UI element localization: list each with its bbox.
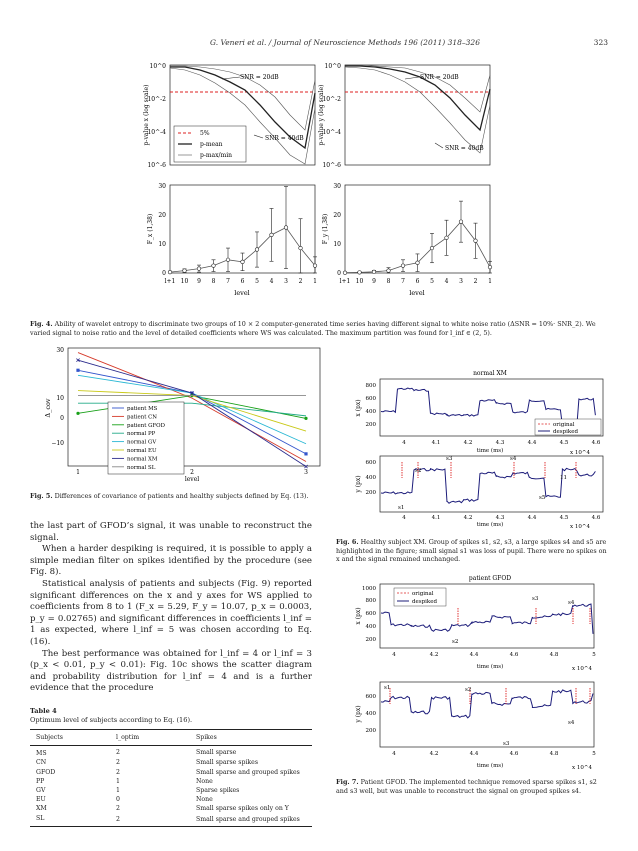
fig5-legend [108, 402, 184, 474]
ytick: 10^0 [149, 63, 166, 70]
y-axis-label: p-value x (log scale) [143, 84, 150, 146]
xtick: 1 [76, 469, 80, 476]
xtick: 6 [415, 278, 420, 285]
ytick: 20 [333, 212, 341, 219]
fig6-title: normal XM [473, 370, 507, 377]
fig5-caption-text: Differences of covariance of patients and healthy subjects defined by Eq. (13). [54, 492, 309, 500]
paragraph: The best performance was obtained for l_inf = 4 or l_inf = 3 (p_x < 0.01, p_y < 0.01): Fig. 10c shows the scatter diagram and probability distribution for l_inf = 4 and is a further evidence that the procedure [30, 648, 312, 694]
data-point [284, 226, 288, 230]
paragraph: When a harder despiking is required, it is possible to apply a simple median filter on spikes identified by the procedure (see Fig. 8). [30, 544, 312, 578]
x-scale: x 10^4 [570, 524, 590, 530]
table4-header: Subjects [36, 734, 63, 742]
spike-label-s2: s2 [465, 687, 472, 693]
data-point [343, 271, 347, 275]
x-axis-label: time (ms) [476, 664, 504, 670]
ytick: 800 [365, 598, 376, 604]
xtick: 4.6 [591, 440, 601, 446]
annotation-snr20: SNR = 20dB [420, 74, 459, 81]
ytick: 30 [158, 183, 166, 190]
xtick: 4.6 [591, 515, 601, 521]
page-number: 323 [593, 38, 608, 47]
xtick: 4.6 [509, 751, 519, 757]
legend-original: original [553, 422, 575, 428]
xtick: 3 [284, 278, 288, 285]
spike-label-s2: s2 [452, 639, 459, 645]
table-row: PP 1 None [36, 777, 213, 785]
spike-label-s3: s3 [532, 596, 539, 602]
ytick: 600 [365, 396, 376, 402]
xtick: 4.2 [429, 652, 439, 658]
ytick: −10 [51, 440, 64, 447]
y-axis-label: x (px) [355, 399, 362, 417]
body-text [30, 521, 312, 695]
data-point [445, 236, 449, 240]
ytick: 200 [365, 422, 376, 428]
spike-label-s3: s3 [446, 456, 453, 462]
fig7-caption-text: Patient GFOD. The implemented technique removed sparse spikes s1, s2 and s3 well, but was unable to reconstruct the signal on grouped spikes s4. [336, 778, 597, 795]
table-row: SL 2 Small sparse and grouped spikes [30, 814, 312, 827]
xtick: 4 [392, 652, 396, 658]
data-point [76, 369, 79, 372]
xtick: 5 [430, 278, 434, 285]
data-point [416, 261, 420, 265]
xtick: 2 [190, 469, 194, 476]
data-point [299, 246, 303, 250]
spike-label-s4: s4 [568, 600, 575, 606]
data-point [270, 233, 274, 237]
legend-entry: patient MS [127, 406, 158, 412]
y-axis-label: y (px) [355, 475, 362, 493]
ytick: 600 [365, 460, 376, 466]
spike-label-11: 11 [560, 475, 567, 481]
x-axis-label: level [409, 289, 425, 297]
legend-entry: normal SL [127, 464, 156, 471]
spike-label-s2: s2 [415, 468, 422, 474]
y-axis-label: F_x (1,38) [147, 213, 154, 245]
xtick: 4.4 [469, 751, 479, 757]
fig6-caption [336, 538, 608, 564]
xtick: 4 [269, 278, 274, 285]
fig7-caption [336, 778, 608, 795]
ytick: 30 [333, 183, 341, 190]
ytick: 400 [365, 624, 376, 630]
ytick: 10^-6 [147, 162, 166, 169]
spike-label-s5: s5 [539, 495, 546, 501]
ytick: 10 [158, 241, 166, 248]
table-row: CN 2 Small sparse spikes [36, 759, 259, 767]
xtick: 9 [197, 278, 201, 285]
ytick: 200 [365, 728, 376, 734]
x-axis-label: time (ms) [476, 763, 504, 769]
fig7-caption-label: Fig. 7. [336, 778, 359, 786]
xtick: 4.4 [469, 652, 479, 658]
xtick: 6 [240, 278, 245, 285]
fig5-caption-label: Fig. 5. [30, 492, 53, 500]
xtick: 4 [402, 515, 406, 521]
data-point [168, 270, 172, 274]
fig4-left-top-axes [143, 63, 315, 169]
legend-p-maxmin: p-max/min [200, 152, 233, 159]
fig5-caption [30, 492, 320, 501]
p-min-line [345, 67, 490, 153]
table4-header: l_optim [116, 734, 140, 742]
legend-entry: normal EU [127, 448, 157, 454]
fig7-x-trace [381, 604, 593, 634]
ytick: 1000 [362, 586, 376, 592]
xtick: 2 [473, 278, 478, 285]
table4-title: Optimum level of subjects according to Eq. (16). [30, 716, 193, 724]
xtick: 4.6 [509, 652, 519, 658]
data-point [372, 270, 376, 274]
ytick: 10^-4 [322, 129, 341, 136]
legend-despiked: despiked [412, 599, 437, 605]
fig6-caption-text: Healthy subject XM. Group of spikes s1, s2, s3, a large spikes s4 and s5 are highlighted in the figure; small signal s1 was loss of pupil. There were no spikes on x and the signal remained unchanged. [336, 538, 607, 564]
data-point [358, 271, 362, 275]
xtick: 1 [313, 278, 317, 285]
spike-label-s1: s1 [398, 505, 405, 511]
xtick: 4.1 [431, 515, 441, 521]
legend-entry: patient GFOD [127, 422, 165, 429]
ytick: 30 [56, 347, 64, 354]
data-point [255, 248, 259, 252]
xtick: l+1 [339, 278, 351, 285]
ytick: 400 [365, 711, 376, 717]
x-axis-label: time (ms) [476, 448, 504, 454]
legend-5pct: 5% [200, 130, 210, 137]
y-axis-label: x (px) [355, 607, 362, 625]
y-axis-label: y (px) [355, 705, 362, 723]
xtick: 4.8 [549, 751, 559, 757]
xtick: 4 [392, 751, 396, 757]
xtick: 4.5 [559, 515, 569, 521]
ytick: 600 [365, 694, 376, 700]
xtick: 7 [401, 278, 405, 285]
xtick: 4.2 [463, 440, 473, 446]
data-point [304, 465, 307, 468]
data-point [474, 239, 478, 243]
xtick: 5 [592, 652, 596, 658]
fig4-left-bottom-axes [147, 183, 317, 297]
legend-entry: normal PP [127, 431, 156, 438]
data-point [304, 452, 307, 455]
data-point [197, 267, 201, 271]
data-point [212, 264, 216, 268]
table-row: MS 2 Small sparse [36, 748, 237, 758]
data-point [76, 412, 79, 415]
ytick: 10^-2 [147, 96, 166, 103]
data-point [488, 265, 492, 269]
ytick: 10^0 [324, 63, 341, 70]
table-row: XM 2 Small sparse spikes only on Y [36, 805, 289, 813]
ytick: 10 [56, 395, 64, 402]
legend-entry: patient CN [127, 414, 157, 421]
fig7-y-trace [381, 690, 593, 718]
table-row: GFOD 2 Small sparse and grouped spikes [36, 768, 300, 776]
data-point [401, 264, 405, 268]
fig6 [340, 366, 610, 531]
spike-label-s3: s3 [503, 741, 510, 747]
xtick: 4.3 [495, 440, 505, 446]
xtick: 4.8 [549, 652, 559, 658]
y-axis-label: p-value y (log scale) [318, 84, 325, 146]
spike-label-s1: s1 [384, 685, 391, 691]
xtick: 9 [372, 278, 376, 285]
ytick: 10^-4 [147, 129, 166, 136]
spike-label-s4: s4 [568, 720, 575, 726]
fig4-right-top-axes [318, 63, 490, 169]
annotation-snr20: SNR = 20dB [240, 74, 279, 81]
fig4-caption-text: Ability of wavelet entropy to discriminate two groups of 10 × 2 computer-generated time series having different signal to white noise ratio (ΔSNR = 10%· SNR_2). We varied signal to noise ratio and the level of detailed coefficients where WS was calculated. The maximum partition was found for l_inf ∈ (2, 5). [30, 320, 596, 337]
fig7-title: patient GFOD [468, 575, 512, 582]
y-axis-label: Δ_cov [44, 398, 52, 418]
x-scale: x 10^4 [570, 450, 590, 456]
ytick: 20 [158, 212, 166, 219]
ytick: 10 [333, 241, 341, 248]
xtick: 4.2 [463, 515, 473, 521]
y-axis-label: F_y (1,38) [322, 213, 329, 245]
ytick: 0 [60, 415, 64, 422]
paragraph: Statistical analysis of patients and subjects (Fig. 9) reported significant differences on the x and y axes for WS applied to coefficients from 8 to 1 (F_x = 5.29, F_y = 10.07, p_x = 0.0003, p_y = 0.02765) and significant differences in coefficients l_inf = 1 as expected, where l_inf = 5 was chosen according to Eq. (16). [30, 578, 312, 647]
legend-p-mean: p-mean [200, 141, 223, 148]
ytick: 0 [162, 270, 166, 277]
data-point [241, 260, 245, 264]
xtick: l+1 [164, 278, 176, 285]
data-point [183, 269, 187, 273]
p-max-line [345, 65, 490, 112]
journal-citation: G. Veneri et al. / Journal of Neuroscience Methods 196 (2011) 318–326 [210, 38, 480, 47]
legend-despiked: despiked [553, 429, 578, 435]
x-axis-label: time (ms) [476, 522, 504, 528]
ytick: 10^-6 [322, 162, 341, 169]
xtick: 4.2 [429, 751, 439, 757]
fig4-caption [30, 320, 608, 337]
paragraph: the last part of GFOD’s signal, it was unable to reconstruct the signal. [30, 521, 312, 543]
data-point [304, 417, 307, 420]
ytick: 0 [337, 270, 341, 277]
xtick: 8 [211, 278, 216, 285]
legend-entry: normal XM [127, 456, 158, 463]
x-scale: x 10^4 [572, 765, 592, 771]
xtick: 4.4 [527, 515, 537, 521]
ytick: 400 [365, 409, 376, 415]
xtick: 2 [298, 278, 303, 285]
xtick: 10 [180, 278, 189, 285]
fig4-caption-label: Fig. 4. [30, 320, 53, 328]
x-scale: x 10^4 [572, 666, 592, 672]
legend-entry: normal GV [127, 439, 157, 446]
spike-label-s4: s4 [510, 456, 517, 462]
xtick: 1 [488, 278, 492, 285]
xtick: 3 [304, 469, 308, 476]
xtick: 3 [459, 278, 463, 285]
fig4-right-bottom-axes [322, 183, 492, 297]
ytick: 400 [365, 475, 376, 481]
xtick: 4 [402, 440, 406, 446]
ytick: 200 [365, 637, 376, 643]
ytick: 600 [365, 611, 376, 617]
data-point [387, 269, 391, 273]
xtick: 10 [355, 278, 364, 285]
data-point [430, 246, 434, 250]
fig4-right [305, 55, 505, 325]
xtick: 4.5 [559, 440, 569, 446]
table4-header: Spikes [196, 734, 217, 742]
table-row: GV 1 Sparse spikes [36, 787, 240, 795]
fig7 [340, 572, 610, 772]
ytick: 800 [365, 383, 376, 389]
x-axis-label: level [184, 476, 200, 482]
fig6-caption-label: Fig. 6. [336, 538, 359, 546]
xtick: 7 [226, 278, 230, 285]
data-point [226, 258, 230, 262]
xtick: 4 [444, 278, 449, 285]
xtick: 4.4 [527, 440, 537, 446]
table4 [30, 707, 312, 827]
annotation-snr40: SNR = 40dB [265, 135, 304, 142]
data-point [459, 220, 463, 224]
annotation-snr40: SNR = 40dB [445, 145, 484, 152]
fig6-y-trace [381, 468, 595, 503]
xtick: 5 [255, 278, 259, 285]
xtick: 4.1 [431, 440, 441, 446]
table-row: EU 0 None [36, 796, 213, 804]
x-axis-label: level [234, 289, 250, 297]
ytick: 200 [365, 490, 376, 496]
table4-label: Table 4 [30, 707, 57, 715]
fig4-left [130, 55, 330, 325]
legend-original: original [412, 591, 434, 597]
xtick: 8 [386, 278, 391, 285]
ytick: 10^-2 [322, 96, 341, 103]
p-mean-line [345, 66, 490, 130]
fig5 [30, 342, 330, 482]
xtick: 4.3 [495, 515, 505, 521]
xtick: 5 [592, 751, 596, 757]
